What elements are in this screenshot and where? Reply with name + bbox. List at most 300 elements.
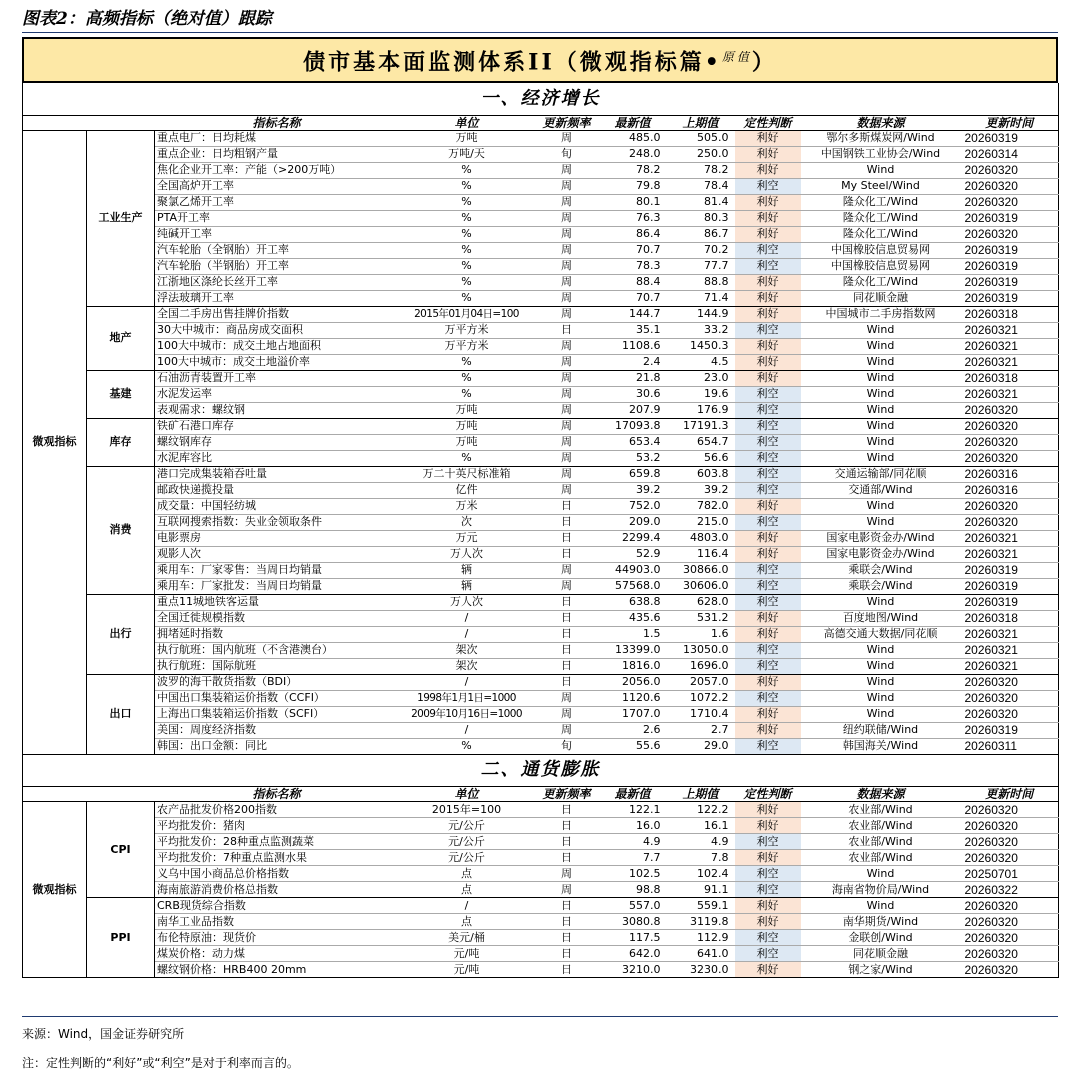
frequency: 日 [535,642,599,658]
update-date: 20260318 [961,370,1059,386]
table-row [23,610,1059,626]
judgement: 利好 [735,194,801,210]
indicator-name: 水泥发运率 [155,386,399,402]
table-row [23,210,1059,226]
table-row [23,882,1059,898]
table-row [23,178,1059,194]
indicator-name: 平均批发价：28种重点监测蔬菜 [155,834,399,850]
latest-value: 4.9 [599,834,667,850]
frequency: 周 [535,242,599,258]
judgement: 利空 [735,738,801,754]
latest-value: 1108.6 [599,338,667,354]
frequency: 周 [535,306,599,322]
previous-value: 13050.0 [667,642,735,658]
unit: 点 [399,882,535,898]
previous-value: 71.4 [667,290,735,306]
latest-value: 144.7 [599,306,667,322]
judgement: 利好 [735,962,801,978]
unit: 万元 [399,530,535,546]
update-date: 20260319 [961,594,1059,610]
data-source: 金联创/Wind [801,930,961,946]
judgement: 利空 [735,834,801,850]
judgement: 利好 [735,818,801,834]
data-source: 隆众化工/Wind [801,226,961,242]
update-date: 20260320 [961,402,1059,418]
judgement: 利空 [735,658,801,674]
previous-value: 4.9 [667,834,735,850]
main-title [23,38,1057,82]
indicator-name: 重点企业：日均粗钢产量 [155,146,399,162]
unit: 元/吨 [399,946,535,962]
data-source: 农业部/Wind [801,818,961,834]
frequency: 周 [535,418,599,434]
table-row [23,818,1059,834]
latest-value: 653.4 [599,434,667,450]
data-source: 鄂尔多斯煤炭网/Wind [801,130,961,146]
judgement: 利空 [735,866,801,882]
update-date: 20260321 [961,642,1059,658]
data-source: 同花顺金融 [801,946,961,962]
frequency: 周 [535,178,599,194]
latest-value: 2.6 [599,722,667,738]
latest-value: 1816.0 [599,658,667,674]
table-row [23,898,1059,914]
judgement: 利好 [735,802,801,818]
update-date: 20260320 [961,178,1059,194]
previous-value: 81.4 [667,194,735,210]
indicator-name: 乘用车：厂家批发：当周日均销量 [155,578,399,594]
table-row [23,418,1059,434]
judgement: 利空 [735,882,801,898]
data-source: 南华期货/Wind [801,914,961,930]
indicator-name: 水泥库容比 [155,450,399,466]
frequency: 日 [535,946,599,962]
judgement: 利好 [735,546,801,562]
group-label: 工业生产 [87,130,155,306]
indicator-name: 波罗的海干散货指数（BDI） [155,674,399,690]
latest-value: 80.1 [599,194,667,210]
indicator-name: 平均批发价：7种重点监测水果 [155,850,399,866]
judgement: 利好 [735,274,801,290]
previous-value: 78.4 [667,178,735,194]
judgement: 利好 [735,498,801,514]
previous-value: 39.2 [667,482,735,498]
previous-value: 33.2 [667,322,735,338]
data-source: Wind [801,434,961,450]
indicator-name: 石油沥青装置开工率 [155,370,399,386]
table-row [23,962,1059,978]
latest-value: 752.0 [599,498,667,514]
judgement: 利好 [735,898,801,914]
frequency: 周 [535,162,599,178]
table-row [23,722,1059,738]
judgement: 利空 [735,418,801,434]
table-row [23,562,1059,578]
judgement: 利空 [735,482,801,498]
table-row [23,738,1059,754]
indicator-name: 浮法玻璃开工率 [155,290,399,306]
category-label: 微观指标 [23,130,87,754]
previous-value: 782.0 [667,498,735,514]
unit: 1998年1月1日=1000 [399,690,535,706]
frequency: 周 [535,866,599,882]
table-row [23,914,1059,930]
frequency: 日 [535,546,599,562]
judgement: 利好 [735,210,801,226]
indicator-name: CRB现货综合指数 [155,898,399,914]
latest-value: 2299.4 [599,530,667,546]
data-source: Wind [801,658,961,674]
data-source: Wind [801,866,961,882]
latest-value: 485.0 [599,130,667,146]
previous-value: 112.9 [667,930,735,946]
indicator-name: 乘用车：厂家零售：当周日均销量 [155,562,399,578]
latest-value: 1707.0 [599,706,667,722]
update-date: 20260320 [961,226,1059,242]
frequency: 周 [535,370,599,386]
previous-value: 1450.3 [667,338,735,354]
indicator-name: 成交量：中国轻纺城 [155,498,399,514]
indicator-name: 江浙地区涤纶长丝开工率 [155,274,399,290]
frequency: 周 [535,258,599,274]
indicator-name: 电影票房 [155,530,399,546]
update-date: 20260320 [961,162,1059,178]
table-row [23,546,1059,562]
column-header-data-source: 数据来源 [801,787,961,802]
title-rule [22,32,1058,33]
data-source: 百度地图/Wind [801,610,961,626]
unit: % [399,178,535,194]
latest-value: 1120.6 [599,690,667,706]
unit: / [399,674,535,690]
unit: / [399,626,535,642]
update-date: 20260320 [961,450,1059,466]
update-date: 20260322 [961,882,1059,898]
header-spacer [23,115,155,130]
unit: 2015年=100 [399,802,535,818]
indicator-name: 纯碱开工率 [155,226,399,242]
indicator-name: 邮政快递揽投量 [155,482,399,498]
data-source: Wind [801,514,961,530]
frequency: 旬 [535,738,599,754]
frequency: 周 [535,706,599,722]
judgement: 利好 [735,130,801,146]
update-date: 20260318 [961,306,1059,322]
judgement: 利好 [735,290,801,306]
judgement: 利好 [735,610,801,626]
data-source: 国家电影资金办/Wind [801,530,961,546]
data-source: 高德交通大数据/同花顺 [801,626,961,642]
unit: % [399,162,535,178]
frequency: 旬 [535,146,599,162]
frequency: 周 [535,882,599,898]
previous-value: 4803.0 [667,530,735,546]
group-label: 地产 [87,306,155,370]
unit: / [399,610,535,626]
previous-value: 641.0 [667,946,735,962]
frequency: 周 [535,562,599,578]
unit: 元/吨 [399,962,535,978]
previous-value: 102.4 [667,866,735,882]
previous-value: 30866.0 [667,562,735,578]
unit: % [399,386,535,402]
latest-value: 35.1 [599,322,667,338]
judgement: 利好 [735,370,801,386]
bottom-rule [22,1016,1058,1017]
previous-value: 1072.2 [667,690,735,706]
data-source: 乘联会/Wind [801,578,961,594]
judgement: 利好 [735,306,801,322]
update-date: 20260320 [961,514,1059,530]
latest-value: 248.0 [599,146,667,162]
indicator-name: 聚氯乙烯开工率 [155,194,399,210]
judgement: 利空 [735,514,801,530]
judgement: 利好 [735,626,801,642]
section-table [22,83,1059,755]
data-source: Wind [801,674,961,690]
data-source: 隆众化工/Wind [801,274,961,290]
table-row [23,354,1059,370]
unit: 万平方米 [399,322,535,338]
group-label: 出口 [87,674,155,754]
frequency: 日 [535,514,599,530]
frequency: 日 [535,658,599,674]
previous-value: 29.0 [667,738,735,754]
update-date: 20260319 [961,722,1059,738]
data-source: 交通运输部/同花顺 [801,466,961,482]
frequency: 周 [535,690,599,706]
table-row [23,802,1059,818]
update-date: 20260319 [961,290,1059,306]
previous-value: 7.8 [667,850,735,866]
frequency: 日 [535,498,599,514]
frequency: 周 [535,450,599,466]
judgement: 利空 [735,450,801,466]
frequency: 日 [535,834,599,850]
table-row [23,930,1059,946]
latest-value: 642.0 [599,946,667,962]
judgement: 利空 [735,402,801,418]
update-date: 20260311 [961,738,1059,754]
previous-value: 4.5 [667,354,735,370]
table-row [23,658,1059,674]
frequency: 日 [535,818,599,834]
frequency: 周 [535,482,599,498]
previous-value: 86.7 [667,226,735,242]
data-source: 农业部/Wind [801,802,961,818]
previous-value: 3230.0 [667,962,735,978]
table-row [23,674,1059,690]
judgement: 利好 [735,722,801,738]
group-label: CPI [87,802,155,898]
table-row [23,434,1059,450]
unit: % [399,258,535,274]
previous-value: 17191.3 [667,418,735,434]
indicator-name: 海南旅游消费价格总指数 [155,882,399,898]
latest-value: 2.4 [599,354,667,370]
unit: % [399,290,535,306]
data-source: Wind [801,690,961,706]
latest-value: 209.0 [599,514,667,530]
update-date: 20260321 [961,546,1059,562]
update-date: 20260321 [961,530,1059,546]
column-header-unit: 单位 [399,115,535,130]
indicator-name: 30大中城市：商品房成交面积 [155,322,399,338]
indicator-name: 重点电厂：日均耗煤 [155,130,399,146]
judgement: 利空 [735,946,801,962]
judgement: 利好 [735,706,801,722]
latest-value: 16.0 [599,818,667,834]
column-header-row [23,787,1059,802]
data-source: Wind [801,162,961,178]
column-header-update-date: 更新时间 [961,115,1059,130]
frequency: 周 [535,130,599,146]
judgement: 利空 [735,178,801,194]
unit: 万平方米 [399,338,535,354]
header-spacer [23,787,155,802]
update-date: 20260320 [961,834,1059,850]
column-header-latest-value: 最新值 [599,115,667,130]
judgement: 利好 [735,146,801,162]
update-date: 20260319 [961,242,1059,258]
update-date: 20260320 [961,690,1059,706]
judgement: 利空 [735,594,801,610]
previous-value: 16.1 [667,818,735,834]
frequency: 周 [535,722,599,738]
column-header-update-date: 更新时间 [961,787,1059,802]
unit: 万人次 [399,594,535,610]
data-source: 纽约联储/Wind [801,722,961,738]
previous-value: 3119.8 [667,914,735,930]
data-source: 农业部/Wind [801,834,961,850]
data-source: 海南省物价局/Wind [801,882,961,898]
judgement: 利好 [735,530,801,546]
table-row [23,626,1059,642]
unit: % [399,370,535,386]
latest-value: 57568.0 [599,578,667,594]
previous-value: 505.0 [667,130,735,146]
latest-value: 70.7 [599,290,667,306]
table-row [23,850,1059,866]
group-label: PPI [87,898,155,978]
update-date: 20260320 [961,194,1059,210]
data-source: Wind [801,418,961,434]
update-date: 20260321 [961,338,1059,354]
table-row [23,498,1059,514]
update-date: 20260319 [961,274,1059,290]
update-date: 20260320 [961,674,1059,690]
table-row [23,834,1059,850]
table-row [23,338,1059,354]
previous-value: 19.6 [667,386,735,402]
table-row [23,322,1059,338]
latest-value: 79.8 [599,178,667,194]
update-date: 20260321 [961,354,1059,370]
latest-value: 30.6 [599,386,667,402]
group-label: 出行 [87,594,155,674]
unit: 万吨 [399,434,535,450]
indicator-name: 南华工业品指数 [155,914,399,930]
monitor-tables [22,37,1058,978]
frequency: 周 [535,402,599,418]
unit: 万米 [399,498,535,514]
unit: 元/公斤 [399,850,535,866]
main-title-end: ） [751,49,777,76]
main-title-table [22,37,1058,83]
indicator-name: 汽车轮胎（全钢胎）开工率 [155,242,399,258]
indicator-name: 义乌中国小商品总价格指数 [155,866,399,882]
indicator-name: 全国高炉开工率 [155,178,399,194]
previous-value: 78.2 [667,162,735,178]
previous-value: 116.4 [667,546,735,562]
update-date: 20260321 [961,386,1059,402]
unit: 2009年10月16日=1000 [399,706,535,722]
unit: 万吨 [399,402,535,418]
unit: % [399,738,535,754]
unit: 万吨 [399,130,535,146]
judgement: 利空 [735,562,801,578]
latest-value: 3210.0 [599,962,667,978]
unit: 亿件 [399,482,535,498]
unit: 万二十英尺标准箱 [399,466,535,482]
unit: % [399,242,535,258]
latest-value: 102.5 [599,866,667,882]
unit: 元/公斤 [399,818,535,834]
section-title-row [23,755,1059,787]
judgement: 利空 [735,690,801,706]
latest-value: 13399.0 [599,642,667,658]
update-date: 20260320 [961,850,1059,866]
latest-value: 122.1 [599,802,667,818]
indicator-name: 中国出口集装箱运价指数（CCFI） [155,690,399,706]
unit: 2015年01月04日=100 [399,306,535,322]
unit: 美元/桶 [399,930,535,946]
judgement: 利空 [735,434,801,450]
column-header-row [23,115,1059,130]
data-source: 农业部/Wind [801,850,961,866]
latest-value: 638.8 [599,594,667,610]
update-date: 20250701 [961,866,1059,882]
latest-value: 21.8 [599,370,667,386]
update-date: 20260320 [961,914,1059,930]
unit: 万人次 [399,546,535,562]
frequency: 周 [535,194,599,210]
latest-value: 7.7 [599,850,667,866]
indicator-name: 表观需求：螺纹钢 [155,402,399,418]
table-row [23,130,1059,146]
indicator-name: 执行航班：国际航班 [155,658,399,674]
table-row [23,946,1059,962]
latest-value: 1.5 [599,626,667,642]
update-date: 20260320 [961,498,1059,514]
indicator-name: 港口完成集装箱吞吐量 [155,466,399,482]
unit: % [399,226,535,242]
table-row [23,482,1059,498]
indicator-name: 汽车轮胎（半钢胎）开工率 [155,258,399,274]
previous-value: 70.2 [667,242,735,258]
unit: 辆 [399,562,535,578]
previous-value: 531.2 [667,610,735,626]
frequency: 日 [535,594,599,610]
latest-value: 78.3 [599,258,667,274]
judgement: 利空 [735,930,801,946]
frequency: 日 [535,674,599,690]
previous-value: 56.6 [667,450,735,466]
latest-value: 55.6 [599,738,667,754]
indicator-name: 重点11城地铁客运量 [155,594,399,610]
table-row [23,642,1059,658]
update-date: 20260319 [961,130,1059,146]
